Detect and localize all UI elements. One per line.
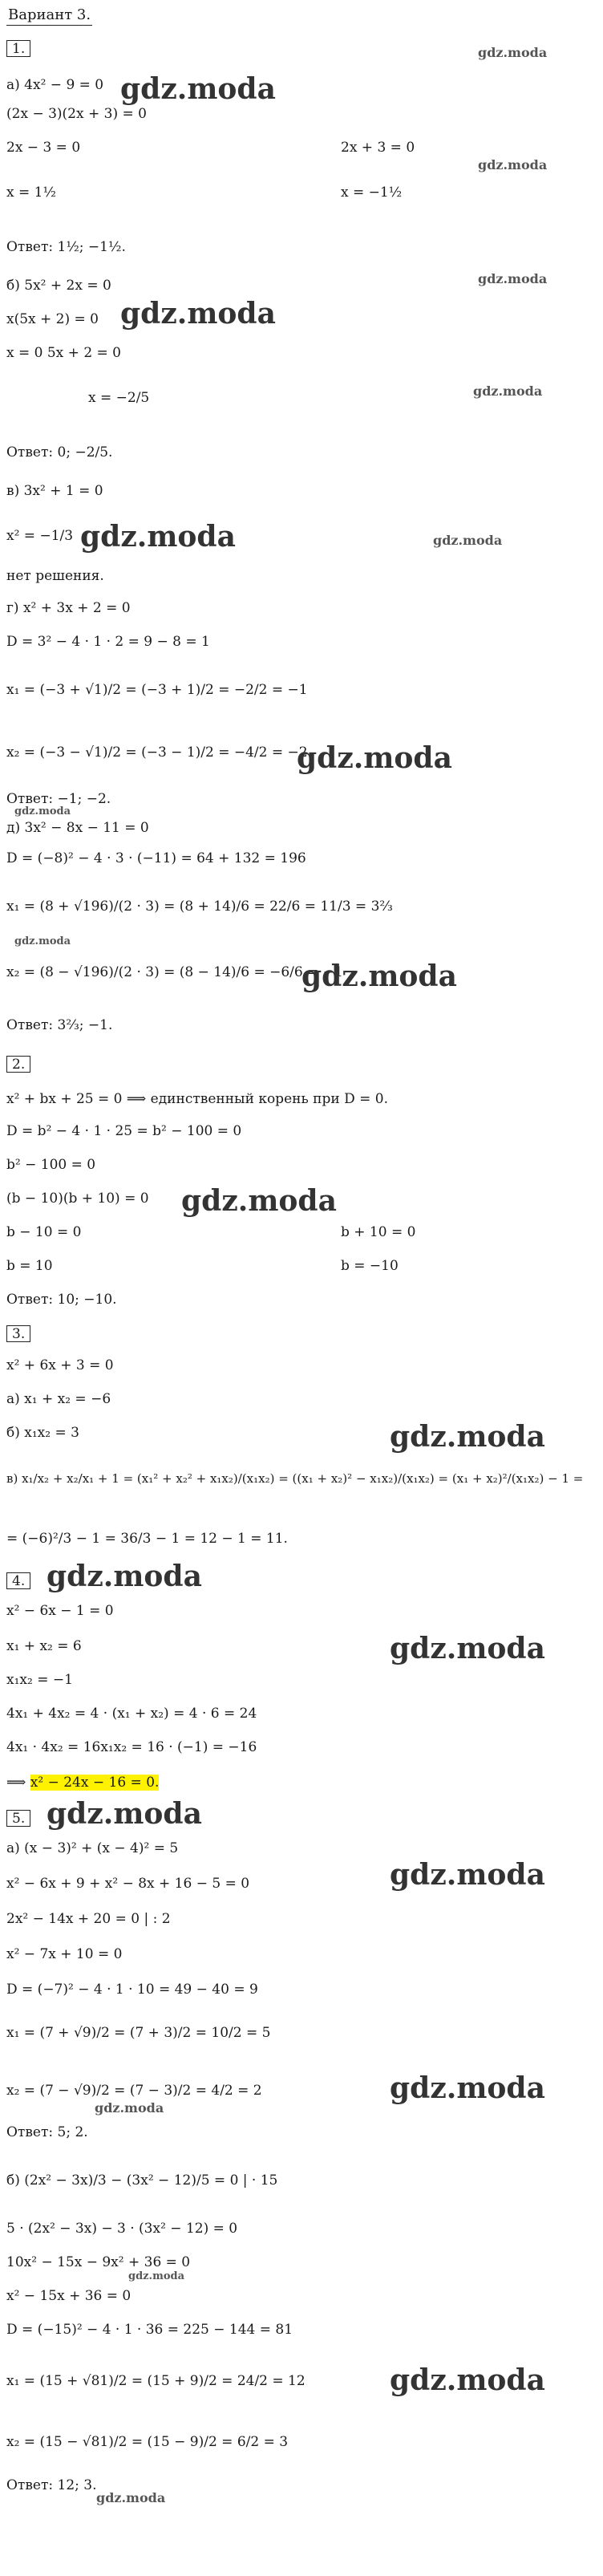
watermark: gdz.moda bbox=[14, 935, 71, 947]
t4-line4: 4x₁ + 4x₂ = 4 · (x₁ + x₂) = 4 · 6 = 24 bbox=[6, 1706, 257, 1722]
t3-line2: а) x₁ + x₂ = −6 bbox=[6, 1391, 111, 1407]
t3-line3: б) x₁x₂ = 3 bbox=[6, 1425, 79, 1441]
task-number-5: 5. bbox=[6, 1810, 30, 1827]
t5-b-line3: 10x² − 15x − 9x² + 36 = 0 bbox=[6, 2254, 191, 2270]
task-number-1: 1. bbox=[6, 40, 30, 57]
t1-a-line4-right: x = −1½ bbox=[341, 185, 403, 201]
t4-highlighted-equation: x² − 24x − 16 = 0. bbox=[30, 1775, 160, 1791]
t4-line1: x² − 6x − 1 = 0 bbox=[6, 1603, 114, 1619]
t1-e-line2: D = (−8)² − 4 · 3 · (−11) = 64 + 132 = 196 bbox=[6, 850, 306, 866]
t5-a-answer: Ответ: 5; 2. bbox=[6, 2124, 88, 2140]
t5-a-line7: x₂ = (7 − √9)/2 = (7 − 3)/2 = 4/2 = 2 bbox=[6, 2083, 262, 2099]
t4-line5: 4x₁ · 4x₂ = 16x₁x₂ = 16 · (−1) = −16 bbox=[6, 1739, 257, 1755]
task-number-3: 3. bbox=[6, 1325, 30, 1342]
t1-d-line3: x₁ = (−3 + √1)/2 = (−3 + 1)/2 = −2/2 = −1 bbox=[6, 682, 308, 698]
t1-c-line2: x² = −1/3 bbox=[6, 528, 74, 544]
watermark: gdz.moda bbox=[390, 1858, 545, 1892]
t4-line2: x₁ + x₂ = 6 bbox=[6, 1638, 82, 1654]
t5-b-line2: 5 · (2x² − 3x) − 3 · (3x² − 12) = 0 bbox=[6, 2221, 238, 2237]
t1-b-line3: x = 0 5x + 2 = 0 bbox=[6, 345, 121, 361]
t1-b-line4: x = −2/5 bbox=[88, 390, 150, 406]
t1-b-answer: Ответ: 0; −2/5. bbox=[6, 444, 113, 460]
t1-a-line4-left: x = 1½ bbox=[6, 185, 56, 201]
t2-line6-right: b = −10 bbox=[341, 1258, 399, 1274]
t5-a-line3: 2x² − 14x + 20 = 0 | : 2 bbox=[6, 1911, 171, 1927]
t1-a-line1: а) 4x² − 9 = 0 bbox=[6, 77, 104, 93]
watermark: gdz.moda bbox=[95, 2100, 164, 2116]
t5-b-line4: x² − 15x + 36 = 0 bbox=[6, 2288, 132, 2304]
t1-e-line1: д) 3x² − 8x − 11 = 0 bbox=[6, 820, 149, 836]
t5-b-line5: D = (−15)² − 4 · 1 · 36 = 225 − 144 = 81 bbox=[6, 2322, 293, 2338]
t1-c-line3: нет решения. bbox=[6, 568, 104, 584]
t4-answer-line bbox=[6, 1776, 159, 1790]
t5-b-line1: б) (2x² − 3x)/3 − (3x² − 12)/5 = 0 | · 15 bbox=[6, 2172, 278, 2189]
watermark: gdz.moda bbox=[390, 1420, 545, 1454]
watermark: gdz.moda bbox=[390, 2363, 545, 2397]
task-number-2: 2. bbox=[6, 1056, 30, 1073]
watermark: gdz.moda bbox=[181, 1184, 337, 1218]
t2-line2: D = b² − 4 · 1 · 25 = b² − 100 = 0 bbox=[6, 1123, 242, 1139]
watermark: gdz.moda bbox=[478, 271, 548, 286]
t5-b-line7: x₂ = (15 − √81)/2 = (15 − 9)/2 = 6/2 = 3 bbox=[6, 2434, 289, 2450]
watermark: gdz.moda bbox=[473, 383, 543, 399]
t5-a-line2: x² − 6x + 9 + x² − 8x + 16 − 5 = 0 bbox=[6, 1876, 250, 1892]
t1-d-line2: D = 3² − 4 · 1 · 2 = 9 − 8 = 1 bbox=[6, 634, 210, 650]
watermark: gdz.moda bbox=[302, 959, 457, 993]
t1-d-answer: Ответ: −1; −2. bbox=[6, 791, 111, 807]
watermark: gdz.moda bbox=[120, 72, 276, 106]
t5-a-line6: x₁ = (7 + √9)/2 = (7 + 3)/2 = 10/2 = 5 bbox=[6, 2025, 271, 2041]
t2-line5-right: b + 10 = 0 bbox=[341, 1224, 416, 1240]
watermark: gdz.moda bbox=[47, 1560, 202, 1593]
t3-line5: = (−6)²/3 − 1 = 36/3 − 1 = 12 − 1 = 11. bbox=[6, 1531, 288, 1547]
t5-a-line1: а) (x − 3)² + (x − 4)² = 5 bbox=[6, 1840, 179, 1856]
t1-d-line1: г) x² + 3x + 2 = 0 bbox=[6, 600, 131, 616]
t1-e-answer: Ответ: 3⅔; −1. bbox=[6, 1017, 113, 1033]
t1-a-line3-right: 2x + 3 = 0 bbox=[341, 140, 415, 156]
watermark: gdz.moda bbox=[297, 741, 452, 775]
t2-line6-left: b = 10 bbox=[6, 1258, 53, 1274]
t5-b-answer: Ответ: 12; 3. bbox=[6, 2477, 97, 2493]
t1-e-line4: x₂ = (8 − √196)/(2 · 3) = (8 − 14)/6 = −6/6 = −1 bbox=[6, 964, 343, 980]
watermark: gdz.moda bbox=[390, 2071, 545, 2105]
t2-line3: b² − 100 = 0 bbox=[6, 1157, 96, 1173]
t2-line1: x² + bx + 25 = 0 ⟹ единственный корень при D = 0. bbox=[6, 1091, 388, 1107]
watermark: gdz.moda bbox=[96, 2490, 166, 2505]
t5-a-line5: D = (−7)² − 4 · 1 · 10 = 49 − 40 = 9 bbox=[6, 1982, 258, 1998]
t4-line3: x₁x₂ = −1 bbox=[6, 1672, 73, 1688]
watermark: gdz.moda bbox=[478, 45, 548, 60]
t1-e-line3: x₁ = (8 + √196)/(2 · 3) = (8 + 14)/6 = 22/6 = 11/3 = 3⅔ bbox=[6, 899, 393, 915]
watermark: gdz.moda bbox=[478, 157, 548, 172]
watermark: gdz.moda bbox=[433, 533, 503, 548]
watermark: gdz.moda bbox=[80, 520, 236, 554]
t3-line4: в) x₁/x₂ + x₂/x₁ + 1 = (x₁² + x₂² + x₁x₂)/(x₁x₂) = ((x₁ + x₂)² − x₁x₂)/(x₁x₂) = (x₁ + x₂)²/(x₁x₂) − 1 = bbox=[6, 1471, 584, 1486]
t5-b-line6: x₁ = (15 + √81)/2 = (15 + 9)/2 = 24/2 = 12 bbox=[6, 2373, 306, 2389]
t1-a-line3-left: 2x − 3 = 0 bbox=[6, 140, 81, 156]
t5-a-line4: x² − 7x + 10 = 0 bbox=[6, 1946, 123, 1962]
watermark: gdz.moda bbox=[14, 805, 71, 817]
watermark: gdz.moda bbox=[390, 1632, 545, 1665]
t1-a-line2: (2x − 3)(2x + 3) = 0 bbox=[6, 106, 147, 122]
t2-line5-left: b − 10 = 0 bbox=[6, 1224, 82, 1240]
t1-c-line1: в) 3x² + 1 = 0 bbox=[6, 483, 103, 499]
t3-line1: x² + 6x + 3 = 0 bbox=[6, 1357, 114, 1373]
t1-b-line2: x(5x + 2) = 0 bbox=[6, 311, 99, 327]
task-number-4: 4. bbox=[6, 1572, 30, 1589]
t1-b-line1: б) 5x² + 2x = 0 bbox=[6, 278, 111, 294]
t1-d-line4: x₂ = (−3 − √1)/2 = (−3 − 1)/2 = −4/2 = −2 bbox=[6, 744, 308, 761]
watermark: gdz.moda bbox=[120, 297, 276, 331]
watermark: gdz.moda bbox=[47, 1797, 202, 1831]
t2-answer: Ответ: 10; −10. bbox=[6, 1292, 117, 1308]
t2-line4: (b − 10)(b + 10) = 0 bbox=[6, 1191, 149, 1207]
t1-a-answer: Ответ: 1½; −1½. bbox=[6, 239, 126, 255]
watermark: gdz.moda bbox=[128, 2270, 185, 2282]
t4-implies: ⟹ bbox=[6, 1775, 30, 1791]
page-title: Вариант 3. bbox=[6, 6, 92, 26]
